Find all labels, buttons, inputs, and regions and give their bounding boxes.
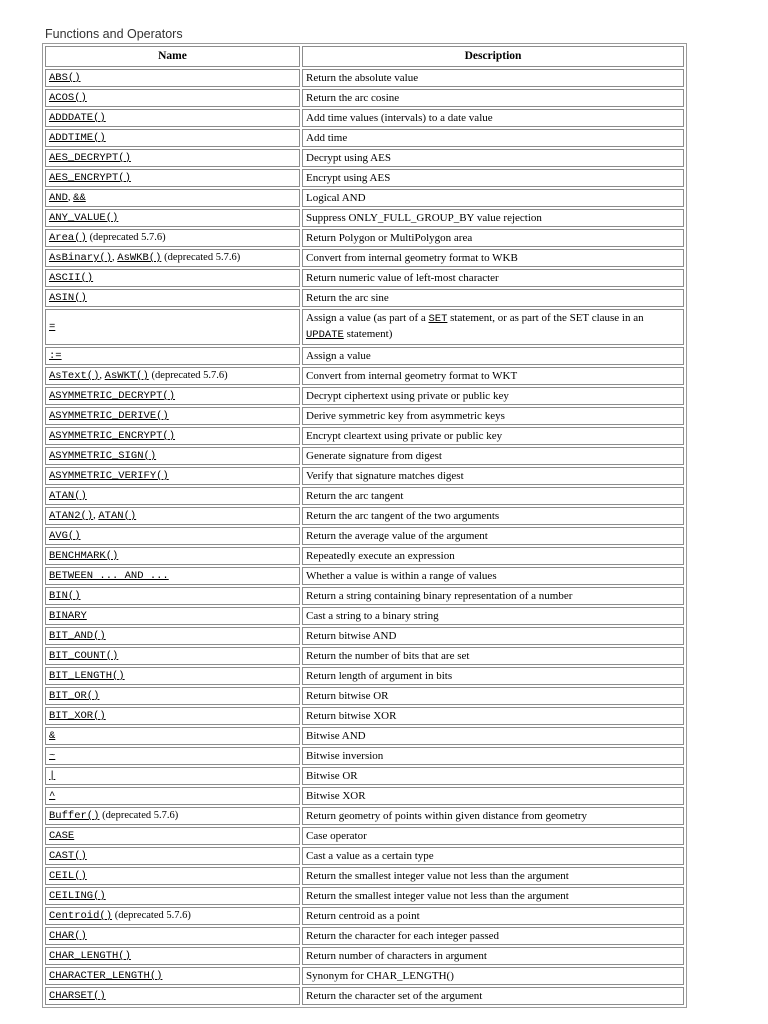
function-name-cell	[45, 947, 300, 965]
description-text: Convert from internal geometry format to WKT	[306, 369, 518, 382]
function-name-cell	[45, 249, 300, 267]
description-text: Return number of characters in argument	[306, 949, 487, 962]
function-description-cell	[302, 149, 684, 167]
function-description-cell	[302, 309, 684, 345]
description-text: Add time	[306, 131, 348, 144]
function-name-cell	[45, 129, 300, 147]
function-link[interactable]: BIT_COUNT()	[49, 650, 119, 662]
description-text: statement)	[343, 328, 393, 340]
function-name-cell	[45, 109, 300, 127]
function-description-cell	[302, 229, 684, 247]
description-text: Return the arc cosine	[306, 91, 400, 104]
description-text: Return the arc sine	[306, 291, 389, 304]
functions-operators-table	[42, 43, 687, 1008]
description-text: Return geometry of points within given distance from geometry	[306, 809, 588, 822]
description-text: Return bitwise OR	[306, 689, 389, 702]
table-row	[45, 269, 684, 287]
function-link[interactable]: Centroid()	[49, 910, 113, 922]
description-text: Add time values (intervals) to a date value	[306, 111, 493, 124]
function-link[interactable]: &&	[73, 192, 86, 204]
table-row	[45, 387, 684, 405]
description-text: Whether a value is within a range of values	[306, 569, 497, 582]
table-row	[45, 189, 684, 207]
description-text: Return centroid as a point	[306, 909, 420, 922]
function-name-cell	[45, 907, 300, 925]
table-row	[45, 827, 684, 845]
function-description-cell	[302, 727, 684, 745]
description-text: Assign a value	[306, 349, 371, 362]
table-row	[45, 727, 684, 745]
table-body	[45, 69, 684, 1005]
description-text: Return a string containing binary representation of a number	[306, 589, 573, 602]
function-link[interactable]: ABS()	[49, 72, 81, 84]
table-row	[45, 229, 684, 247]
function-link[interactable]: ATAN2()	[49, 510, 94, 522]
description-text: Return the character set of the argument	[306, 989, 483, 1002]
function-link[interactable]: ASYMMETRIC_DECRYPT()	[49, 390, 176, 402]
function-name-cell	[45, 987, 300, 1005]
function-description-cell	[302, 927, 684, 945]
description-text: Verify that signature matches digest	[306, 469, 464, 482]
description-text: Return Polygon or MultiPolygon area	[306, 231, 473, 244]
description-text: statement, or as part of the SET clause in an	[447, 312, 644, 324]
function-name-cell	[45, 607, 300, 625]
function-link[interactable]: Buffer()	[49, 810, 100, 822]
function-description-cell	[302, 169, 684, 187]
function-description-cell	[302, 967, 684, 985]
function-description-cell	[302, 109, 684, 127]
table-row	[45, 309, 684, 345]
table-row	[45, 169, 684, 187]
function-link[interactable]: AES_ENCRYPT()	[49, 172, 131, 184]
function-name-cell	[45, 347, 300, 365]
table-row	[45, 527, 684, 545]
table-row	[45, 209, 684, 227]
description-text: Suppress ONLY_FULL_GROUP_BY value rejection	[306, 211, 542, 224]
description-text: Convert from internal geometry format to WKB	[306, 251, 518, 264]
inline-code-link[interactable]: UPDATE	[306, 329, 344, 341]
function-name-cell	[45, 507, 300, 525]
function-description-cell	[302, 547, 684, 565]
function-description-cell	[302, 567, 684, 585]
function-description-cell	[302, 587, 684, 605]
function-name-cell	[45, 427, 300, 445]
description-text: Bitwise inversion	[306, 749, 384, 762]
function-link[interactable]: ASIN()	[49, 292, 87, 304]
table-row	[45, 767, 684, 785]
description-text: Repeatedly execute an expression	[306, 549, 455, 562]
function-link[interactable]: BIT_XOR()	[49, 710, 106, 722]
deprecation-note: (deprecated 5.7.6)	[164, 252, 241, 263]
header-name: Name	[45, 46, 300, 67]
function-name-cell	[45, 967, 300, 985]
table-row	[45, 907, 684, 925]
function-link[interactable]: CHAR_LENGTH()	[49, 950, 131, 962]
function-description-cell	[302, 387, 684, 405]
table-row	[45, 447, 684, 465]
description-text: Return bitwise XOR	[306, 709, 397, 722]
function-name-cell	[45, 89, 300, 107]
table-row	[45, 347, 684, 365]
function-link[interactable]: CASE	[49, 830, 75, 842]
description-text: Cast a value as a certain type	[306, 849, 434, 862]
function-link[interactable]: CHAR()	[49, 930, 87, 942]
function-description-cell	[302, 269, 684, 287]
description-text: Synonym for CHAR_LENGTH()	[306, 969, 454, 982]
function-link[interactable]: Area()	[49, 232, 87, 244]
deprecation-note: (deprecated 5.7.6)	[151, 370, 228, 381]
function-description-cell	[302, 209, 684, 227]
function-name-cell	[45, 567, 300, 585]
description-text: Derive symmetric key from asymmetric keys	[306, 409, 505, 422]
function-description-cell	[302, 667, 684, 685]
table-row	[45, 627, 684, 645]
table-row	[45, 747, 684, 765]
inline-code-link[interactable]: SET	[428, 313, 448, 325]
function-link[interactable]: BIT_OR()	[49, 690, 100, 702]
function-description-cell	[302, 129, 684, 147]
function-name-cell	[45, 309, 300, 345]
function-link[interactable]: ACOS()	[49, 92, 87, 104]
function-link[interactable]: ANY_VALUE()	[49, 212, 119, 224]
function-name-cell	[45, 867, 300, 885]
function-link[interactable]: ATAN()	[98, 510, 137, 522]
header-row	[45, 46, 684, 67]
function-link[interactable]: AsWKB()	[117, 252, 162, 264]
description-text: Bitwise OR	[306, 769, 358, 782]
function-link[interactable]: AsText()	[49, 370, 100, 382]
function-name-cell	[45, 407, 300, 425]
function-description-cell	[302, 467, 684, 485]
description-text: Return length of argument in bits	[306, 669, 453, 682]
function-link[interactable]: ^	[49, 790, 56, 802]
table-row	[45, 607, 684, 625]
table-row	[45, 367, 684, 385]
function-description-cell	[302, 347, 684, 365]
name-separator: ,	[112, 252, 118, 263]
function-name-cell	[45, 229, 300, 247]
function-link[interactable]: :=	[49, 350, 62, 362]
function-description-cell	[302, 907, 684, 925]
table-row	[45, 687, 684, 705]
table-row	[45, 927, 684, 945]
table-row	[45, 467, 684, 485]
function-name-cell	[45, 209, 300, 227]
function-name-cell	[45, 727, 300, 745]
function-name-cell	[45, 269, 300, 287]
description-text: Return the arc tangent	[306, 489, 404, 502]
deprecation-note: (deprecated 5.7.6)	[114, 910, 191, 921]
table-row	[45, 567, 684, 585]
function-link[interactable]: CAST()	[49, 850, 87, 862]
name-separator: ,	[67, 192, 74, 203]
deprecation-note: (deprecated 5.7.6)	[102, 810, 179, 821]
description-text: Encrypt using AES	[306, 171, 391, 184]
function-name-cell	[45, 647, 300, 665]
description-text: Return bitwise AND	[306, 629, 397, 642]
function-description-cell	[302, 707, 684, 725]
function-link[interactable]: ~	[49, 750, 56, 762]
description-text: Return numeric value of left-most character	[306, 271, 499, 284]
function-description-cell	[302, 249, 684, 267]
table-row	[45, 129, 684, 147]
function-name-cell	[45, 149, 300, 167]
table-row	[45, 847, 684, 865]
function-link[interactable]: BIT_AND()	[49, 630, 106, 642]
description-text: Decrypt ciphertext using private or public key	[306, 389, 509, 402]
function-description-cell	[302, 367, 684, 385]
function-name-cell	[45, 847, 300, 865]
description-text: Return the character for each integer passed	[306, 929, 500, 942]
deprecation-note: (deprecated 5.7.6)	[89, 232, 166, 243]
function-description-cell	[302, 767, 684, 785]
function-description-cell	[302, 89, 684, 107]
table-row	[45, 547, 684, 565]
function-name-cell	[45, 687, 300, 705]
table-row	[45, 947, 684, 965]
description-text: Return the average value of the argument	[306, 529, 488, 542]
function-name-cell	[45, 887, 300, 905]
function-link[interactable]: ASYMMETRIC_SIGN()	[49, 450, 157, 462]
table-row	[45, 787, 684, 805]
function-name-cell	[45, 547, 300, 565]
function-name-cell	[45, 367, 300, 385]
function-name-cell	[45, 487, 300, 505]
function-link[interactable]: ASYMMETRIC_ENCRYPT()	[49, 430, 176, 442]
function-name-cell	[45, 787, 300, 805]
description-text: Return the arc tangent of the two arguments	[306, 509, 500, 522]
table-caption: Functions and Operators	[45, 27, 183, 41]
table-row	[45, 647, 684, 665]
description-text: Decrypt using AES	[306, 151, 391, 164]
function-link[interactable]: ASYMMETRIC_DERIVE()	[49, 410, 169, 422]
function-link[interactable]: |	[49, 770, 56, 782]
table-row	[45, 867, 684, 885]
function-name-cell	[45, 767, 300, 785]
function-link[interactable]: &	[49, 730, 56, 742]
function-link[interactable]: ATAN()	[49, 490, 87, 502]
function-name-cell	[45, 707, 300, 725]
function-name-cell	[45, 827, 300, 845]
table-row	[45, 407, 684, 425]
function-description-cell	[302, 947, 684, 965]
table-row	[45, 249, 684, 267]
function-description-cell	[302, 189, 684, 207]
function-description-cell	[302, 847, 684, 865]
function-name-cell	[45, 527, 300, 545]
description-text: Bitwise XOR	[306, 789, 366, 802]
description-text: Return the smallest integer value not less than the argument	[306, 889, 569, 902]
function-description-cell	[302, 867, 684, 885]
function-description-cell	[302, 69, 684, 87]
table-row	[45, 807, 684, 825]
function-description-cell	[302, 887, 684, 905]
function-name-cell	[45, 747, 300, 765]
table-row	[45, 987, 684, 1005]
function-description-cell	[302, 647, 684, 665]
header-description: Description	[302, 46, 684, 67]
function-link[interactable]: AVG()	[49, 530, 81, 542]
function-link[interactable]: BENCHMARK()	[49, 550, 119, 562]
description-text: Return the number of bits that are set	[306, 649, 470, 662]
function-link[interactable]: BINARY	[49, 610, 87, 622]
function-link[interactable]: AsBinary()	[49, 252, 113, 264]
name-separator: ,	[93, 510, 99, 521]
function-link[interactable]: BETWEEN ... AND ...	[49, 570, 169, 582]
function-link[interactable]: AsWKT()	[104, 370, 149, 382]
function-name-cell	[45, 289, 300, 307]
description-text: Bitwise AND	[306, 729, 366, 742]
function-description-cell	[302, 289, 684, 307]
function-description-cell	[302, 807, 684, 825]
function-name-cell	[45, 189, 300, 207]
function-description-cell	[302, 627, 684, 645]
function-description-cell	[302, 487, 684, 505]
table-row	[45, 587, 684, 605]
function-link[interactable]: AES_DECRYPT()	[49, 152, 131, 164]
description-text: Return the smallest integer value not less than the argument	[306, 869, 569, 882]
table-row	[45, 109, 684, 127]
function-description-cell	[302, 787, 684, 805]
table-row	[45, 507, 684, 525]
function-description-cell	[302, 447, 684, 465]
table-row	[45, 289, 684, 307]
function-name-cell	[45, 627, 300, 645]
function-link[interactable]: ASCII()	[49, 272, 94, 284]
function-description-cell	[302, 407, 684, 425]
function-name-cell	[45, 169, 300, 187]
function-name-cell	[45, 807, 300, 825]
description-text: Case operator	[306, 829, 367, 842]
function-link[interactable]: BIT_LENGTH()	[49, 670, 125, 682]
function-link[interactable]: ASYMMETRIC_VERIFY()	[49, 470, 169, 482]
function-link[interactable]: AND	[49, 192, 68, 204]
function-link[interactable]: CHARACTER_LENGTH()	[49, 970, 163, 982]
description-text: Generate signature from digest	[306, 449, 442, 462]
table-row	[45, 427, 684, 445]
table-row	[45, 487, 684, 505]
function-description-cell	[302, 507, 684, 525]
function-name-cell	[45, 447, 300, 465]
function-description-cell	[302, 987, 684, 1005]
function-link[interactable]: =	[49, 321, 56, 333]
description-text: Logical AND	[306, 191, 366, 204]
description-text: Encrypt cleartext using private or public key	[306, 429, 503, 442]
description-text: Cast a string to a binary string	[306, 609, 439, 622]
function-name-cell	[45, 387, 300, 405]
function-description-cell	[302, 747, 684, 765]
function-link[interactable]: ADDDATE()	[49, 112, 106, 124]
function-name-cell	[45, 667, 300, 685]
description-text: Assign a value (as part of a	[306, 312, 429, 324]
function-description-cell	[302, 607, 684, 625]
function-name-cell	[45, 587, 300, 605]
function-link[interactable]: ADDTIME()	[49, 132, 106, 144]
table-row	[45, 887, 684, 905]
function-description-cell	[302, 827, 684, 845]
table-row	[45, 707, 684, 725]
table-row	[45, 967, 684, 985]
description-text: Return the absolute value	[306, 71, 419, 84]
function-description-cell	[302, 687, 684, 705]
function-link[interactable]: CEIL()	[49, 870, 87, 882]
function-link[interactable]: CEILING()	[49, 890, 106, 902]
table-row	[45, 667, 684, 685]
function-description-cell	[302, 527, 684, 545]
function-name-cell	[45, 927, 300, 945]
table-row	[45, 69, 684, 87]
function-name-cell	[45, 69, 300, 87]
name-separator: ,	[99, 370, 105, 381]
table-row	[45, 149, 684, 167]
function-name-cell	[45, 467, 300, 485]
function-link[interactable]: CHARSET()	[49, 990, 106, 1002]
function-description-cell	[302, 427, 684, 445]
function-link[interactable]: BIN()	[49, 590, 81, 602]
table-row	[45, 89, 684, 107]
